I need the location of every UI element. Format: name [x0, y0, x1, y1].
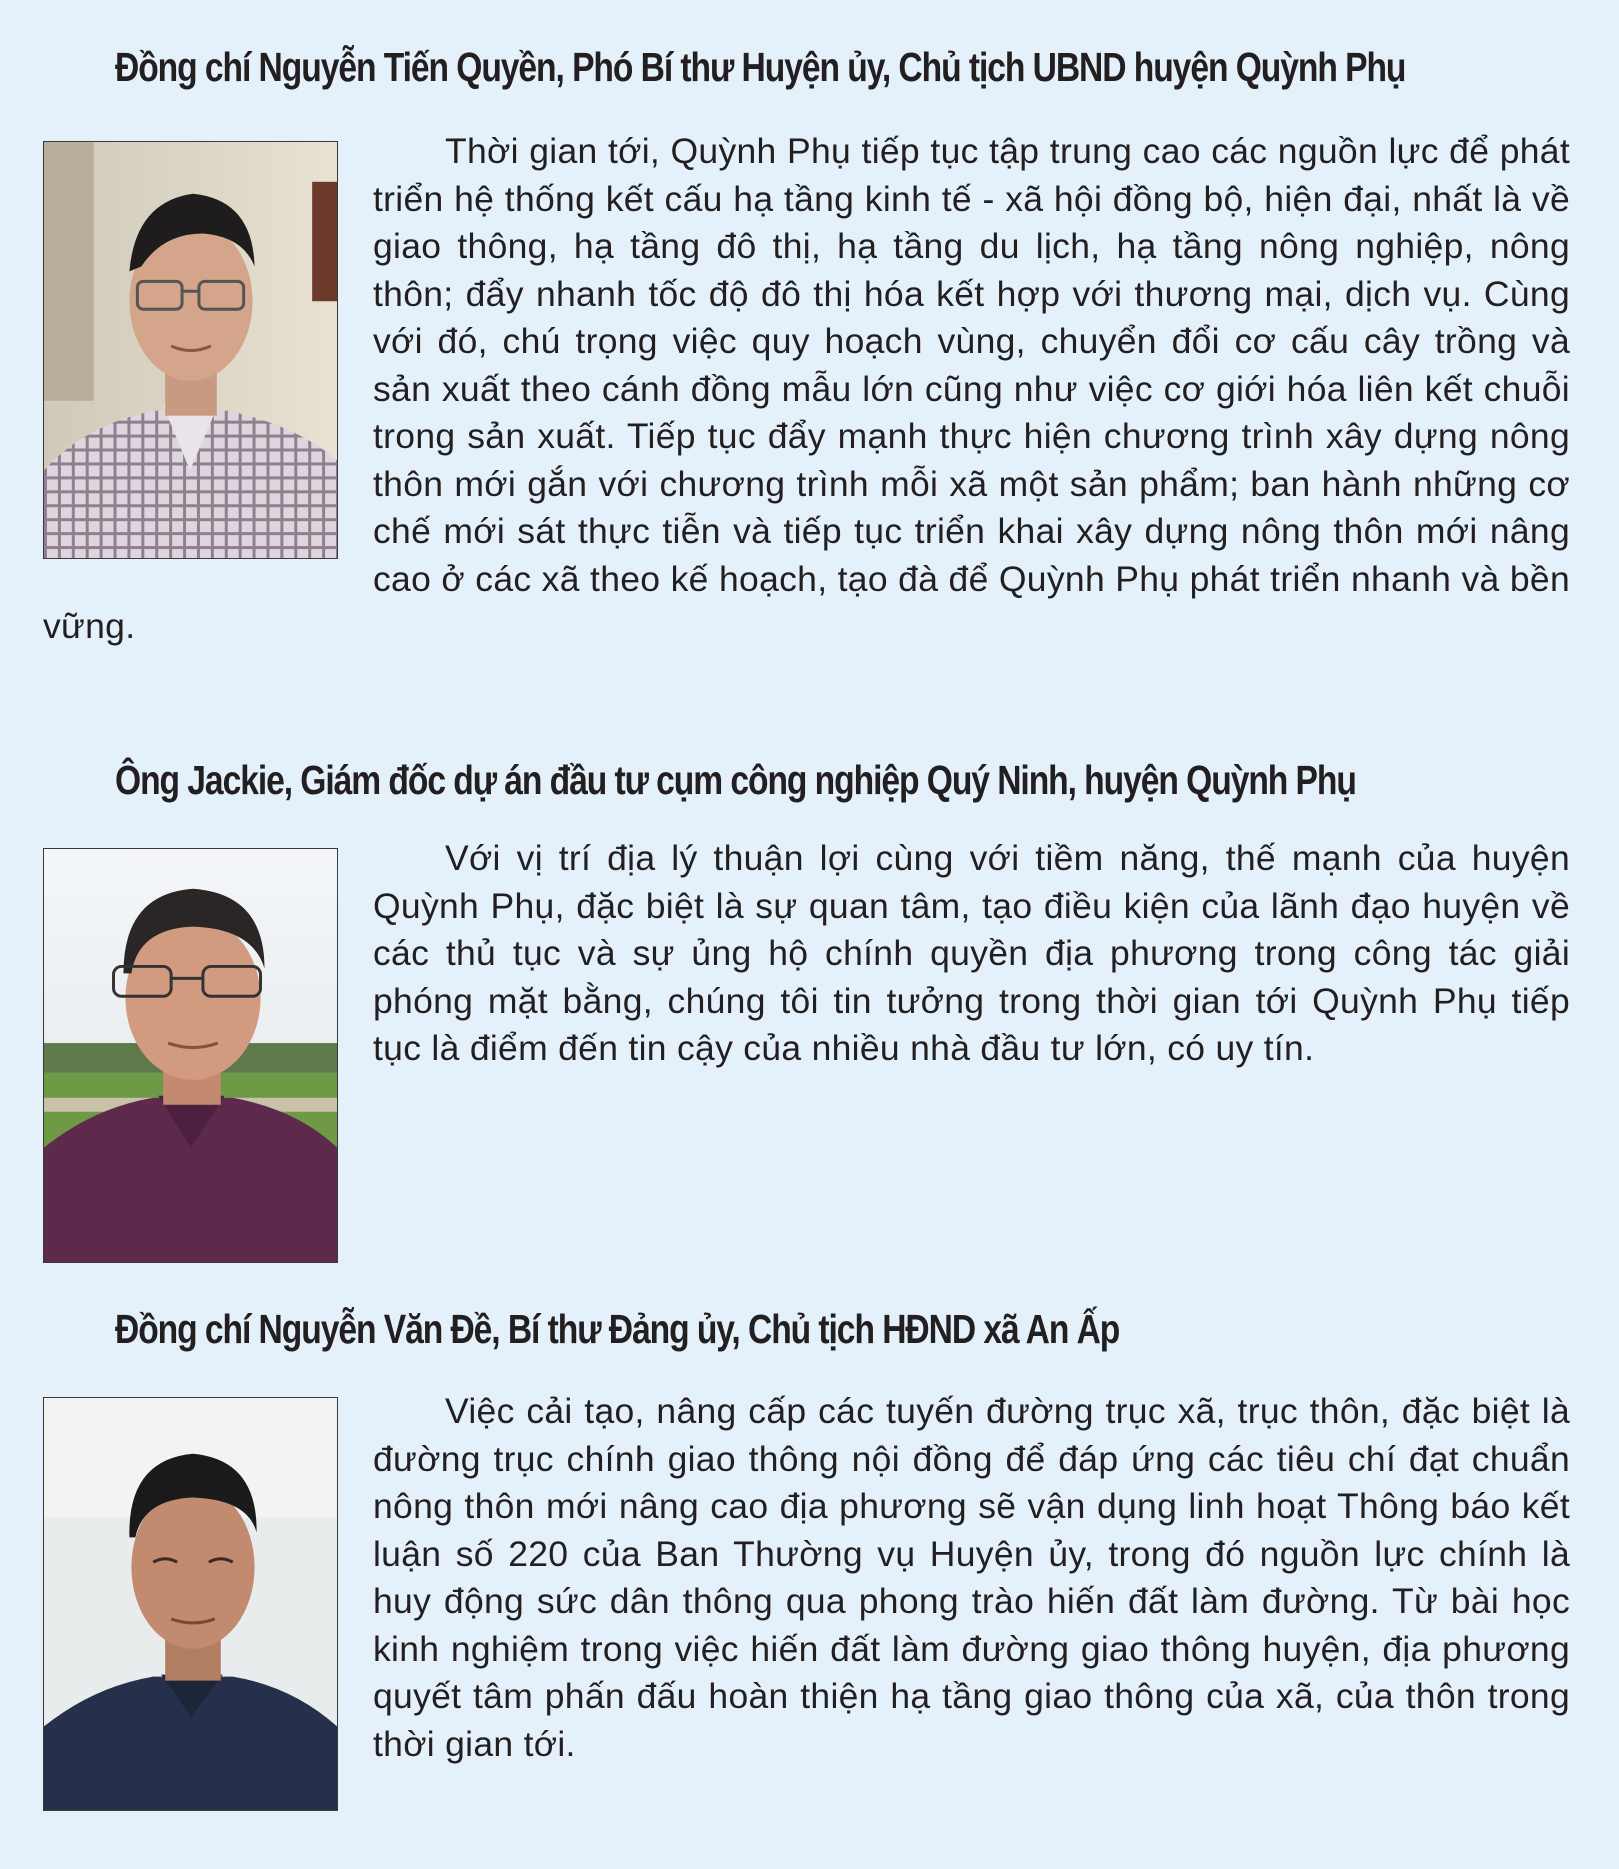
section-heading: Đồng chí Nguyễn Tiến Quyền, Phó Bí thư Huyện ủy, Chủ tịch UBND huyện Quỳnh Phụ: [115, 44, 1406, 90]
section-body-text: [43, 835, 1570, 1135]
section-body-text: [43, 128, 1570, 651]
section-text: Việc cải tạo, nâng cấp các tuyến đường trục xã, trục thôn, đặc biệt là đường trục chính giao thông nội đồng để đáp ứng các tiêu chí đạt chuẩn nông thôn mới nâng cao địa phương sẽ vận dụng linh hoạt Thông báo kết luận số 220 của Ban Thường vụ Huyện ủy, trong đó nguồn lực chính là huy động sức dân thông qua phong trào hiến đất làm đường. Từ bài học kinh nghiệm trong việc hiến đất làm đường giao thông huyện, địa phương quyết tâm phấn đấu hoàn thiện hạ tầng giao thông của xã, của thôn trong thời gian tới.: [373, 1391, 1570, 1764]
section-text: Thời gian tới, Quỳnh Phụ tiếp tục tập trung cao các nguồn lực để phát triển hệ thống kết cấu hạ tầng kinh tế - xã hội đồng bộ, hiện đại, nhất là về giao thông, hạ tầng đô thị, hạ tầng du lịch, hạ tầng nông nghiệp, nông thôn; đẩy nhanh tốc độ đô thị hóa kết hợp với thương mại, dịch vụ. Cùng với đó, chú trọng việc quy hoạch vùng, chuyển đổi cơ cấu cây trồng và sản xuất theo cánh đồng mẫu lớn cũng như việc cơ giới hóa liên kết chuỗi trong sản xuất. Tiếp tục đẩy mạnh thực hiện chương trình xây dựng nông thôn mới gắn với chương trình mỗi xã một sản phẩm; ban hành những cơ chế mới sát thực tiễn và tiếp tục triển khai xây dựng nông thôn mới nâng cao ở các xã theo kế hoạch, tạo đà để Quỳnh Phụ phát triển nhanh và bền vững.: [43, 131, 1570, 646]
section-heading: Đồng chí Nguyễn Văn Đề, Bí thư Đảng ủy, Chủ tịch HĐND xã An Ấp: [115, 1306, 1120, 1352]
section-heading: Ông Jackie, Giám đốc dự án đầu tư cụm công nghiệp Quý Ninh, huyện Quỳnh Phụ: [115, 757, 1356, 803]
section-text: Với vị trí địa lý thuận lợi cùng với tiềm năng, thế mạnh của huyện Quỳnh Phụ, đặc biệt là sự quan tâm, tạo điều kiện của lãnh đạo huyện về các thủ tục và sự ủng hộ chính quyền địa phương trong công tác giải phóng mặt bằng, chúng tôi tin tưởng trong thời gian tới Quỳnh Phụ tiếp tục là điểm đến tin cậy của nhiều nhà đầu tư lớn, có uy tín.: [373, 838, 1570, 1068]
section-body-text: [43, 1388, 1570, 1840]
